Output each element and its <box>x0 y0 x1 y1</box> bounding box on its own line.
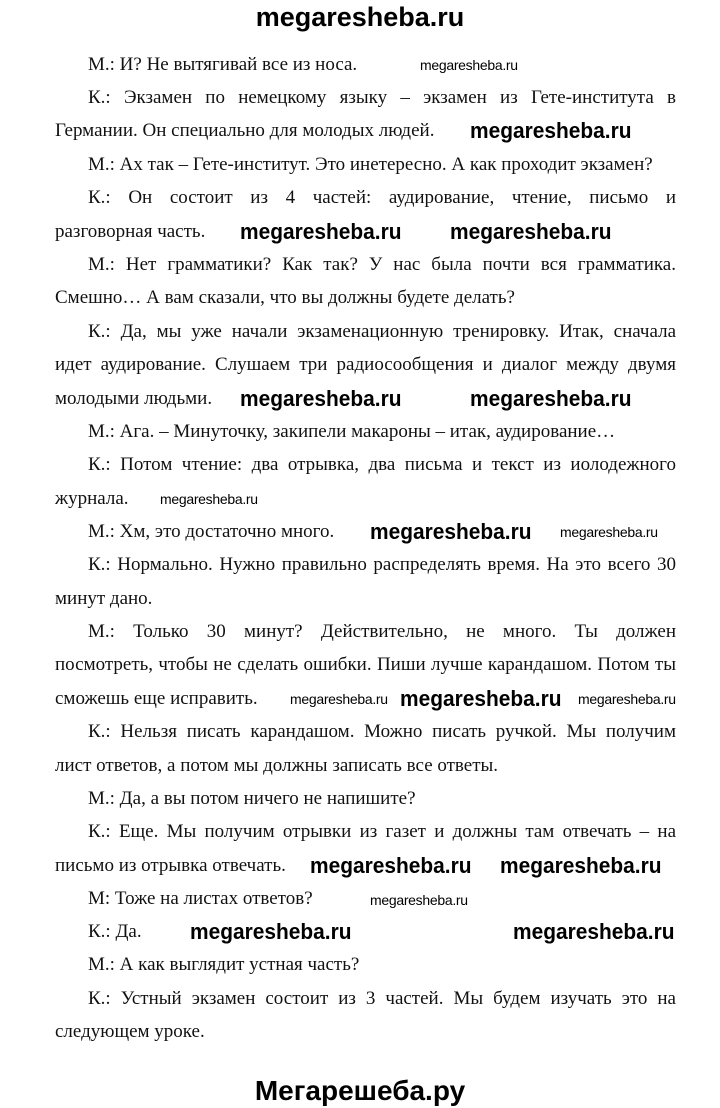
paragraph-line: посмотреть, чтобы не сделать ошибки. Пиши лучше карандашом. Потом ты <box>55 654 676 675</box>
watermark: megaresheba.ru <box>470 118 632 143</box>
watermark: megaresheba.ru <box>560 524 658 540</box>
paragraph-line: идет аудирование. Слушаем три радиосообщения и диалог между двумя <box>55 354 676 375</box>
paragraph-line: К.: Да. <box>88 921 142 942</box>
watermark: megaresheba.ru <box>160 491 258 507</box>
paragraph-line: М.: Хм, это достаточно много. <box>88 521 335 542</box>
paragraph-line: К.: Нельзя писать карандашом. Можно писать ручкой. Мы получим <box>88 721 676 742</box>
watermark: megaresheba.ru <box>450 219 612 244</box>
paragraph-line: К.: Экзамен по немецкому языку – экзамен из Гете-института в <box>88 87 676 108</box>
paragraph-line: разговорная часть. <box>55 221 206 242</box>
watermark: megaresheba.ru <box>240 219 402 244</box>
watermark: megaresheba.ru <box>500 853 662 878</box>
watermark: megaresheba.ru <box>578 691 676 707</box>
watermark: megaresheba.ru <box>470 386 632 411</box>
paragraph-line: М.: Ага. – Минуточку, закипели макароны – итак, аудирование… <box>88 421 616 442</box>
paragraph-line: Германии. Он специально для молодых людей. <box>55 120 435 141</box>
watermark: megaresheba.ru <box>420 57 518 73</box>
paragraph-line: лист ответов, а потом мы должны записать все ответы. <box>55 755 499 776</box>
paragraph-line: следующем уроке. <box>55 1021 205 1042</box>
paragraph-line: К.: Потом чтение: два отрывка, два письма и текст из иолодежного <box>88 454 676 475</box>
watermark: megaresheba.ru <box>190 919 352 944</box>
paragraph-line: М.: Да, а вы потом ничего не напишите? <box>88 788 416 809</box>
watermark: megaresheba.ru <box>513 919 675 944</box>
watermark: megaresheba.ru <box>310 853 472 878</box>
paragraph-line: Смешно… А вам сказали, что вы должны будете делать? <box>55 287 515 308</box>
paragraph-line: минут дано. <box>55 588 153 609</box>
paragraph-line: К.: Да, мы уже начали экзаменационную тренировку. Итак, сначала <box>88 321 676 342</box>
site-footer: Мегарешеба.ру <box>254 1075 466 1106</box>
paragraph-line: М.: Ах так – Гете-институт. Это инетересно. А как проходит экзамен? <box>88 154 653 175</box>
paragraph-line: М.: А как выглядит устная часть? <box>88 954 360 975</box>
paragraph-line: журнала. <box>55 488 129 509</box>
paragraph-line: письмо из отрывка отвечать. <box>55 855 286 876</box>
watermark: megaresheba.ru <box>370 892 468 908</box>
paragraph-line: К.: Еще. Мы получим отрывки из газет и должны там отвечать – на <box>88 821 676 842</box>
paragraph-line: М.: И? Не вытягивай все из носа. <box>88 54 358 75</box>
watermark: megaresheba.ru <box>240 386 402 411</box>
watermark: megaresheba.ru <box>370 519 532 544</box>
paragraph-line: К.: Нормально. Нужно правильно распределять время. На это всего 30 <box>88 554 676 575</box>
paragraph-line: М.: Только 30 минут? Действительно, не много. Ты должен <box>88 621 676 642</box>
site-header: megaresheba.ru <box>255 2 465 32</box>
paragraph-line: молодыми людьми. <box>55 388 213 409</box>
paragraph-line: М.: Нет грамматики? Как так? У нас была почти вся грамматика. <box>88 254 676 275</box>
paragraph-line: М: Тоже на листах ответов? <box>88 888 313 909</box>
paragraph-line: К.: Он состоит из 4 частей: аудирование, чтение, письмо и <box>88 187 676 208</box>
watermark: megaresheba.ru <box>400 686 562 711</box>
paragraph-line: К.: Устный экзамен состоит из 3 частей. Мы будем изучать это на <box>88 988 676 1009</box>
watermark: megaresheba.ru <box>290 691 388 707</box>
paragraph-line: сможешь еще исправить. <box>55 688 258 709</box>
